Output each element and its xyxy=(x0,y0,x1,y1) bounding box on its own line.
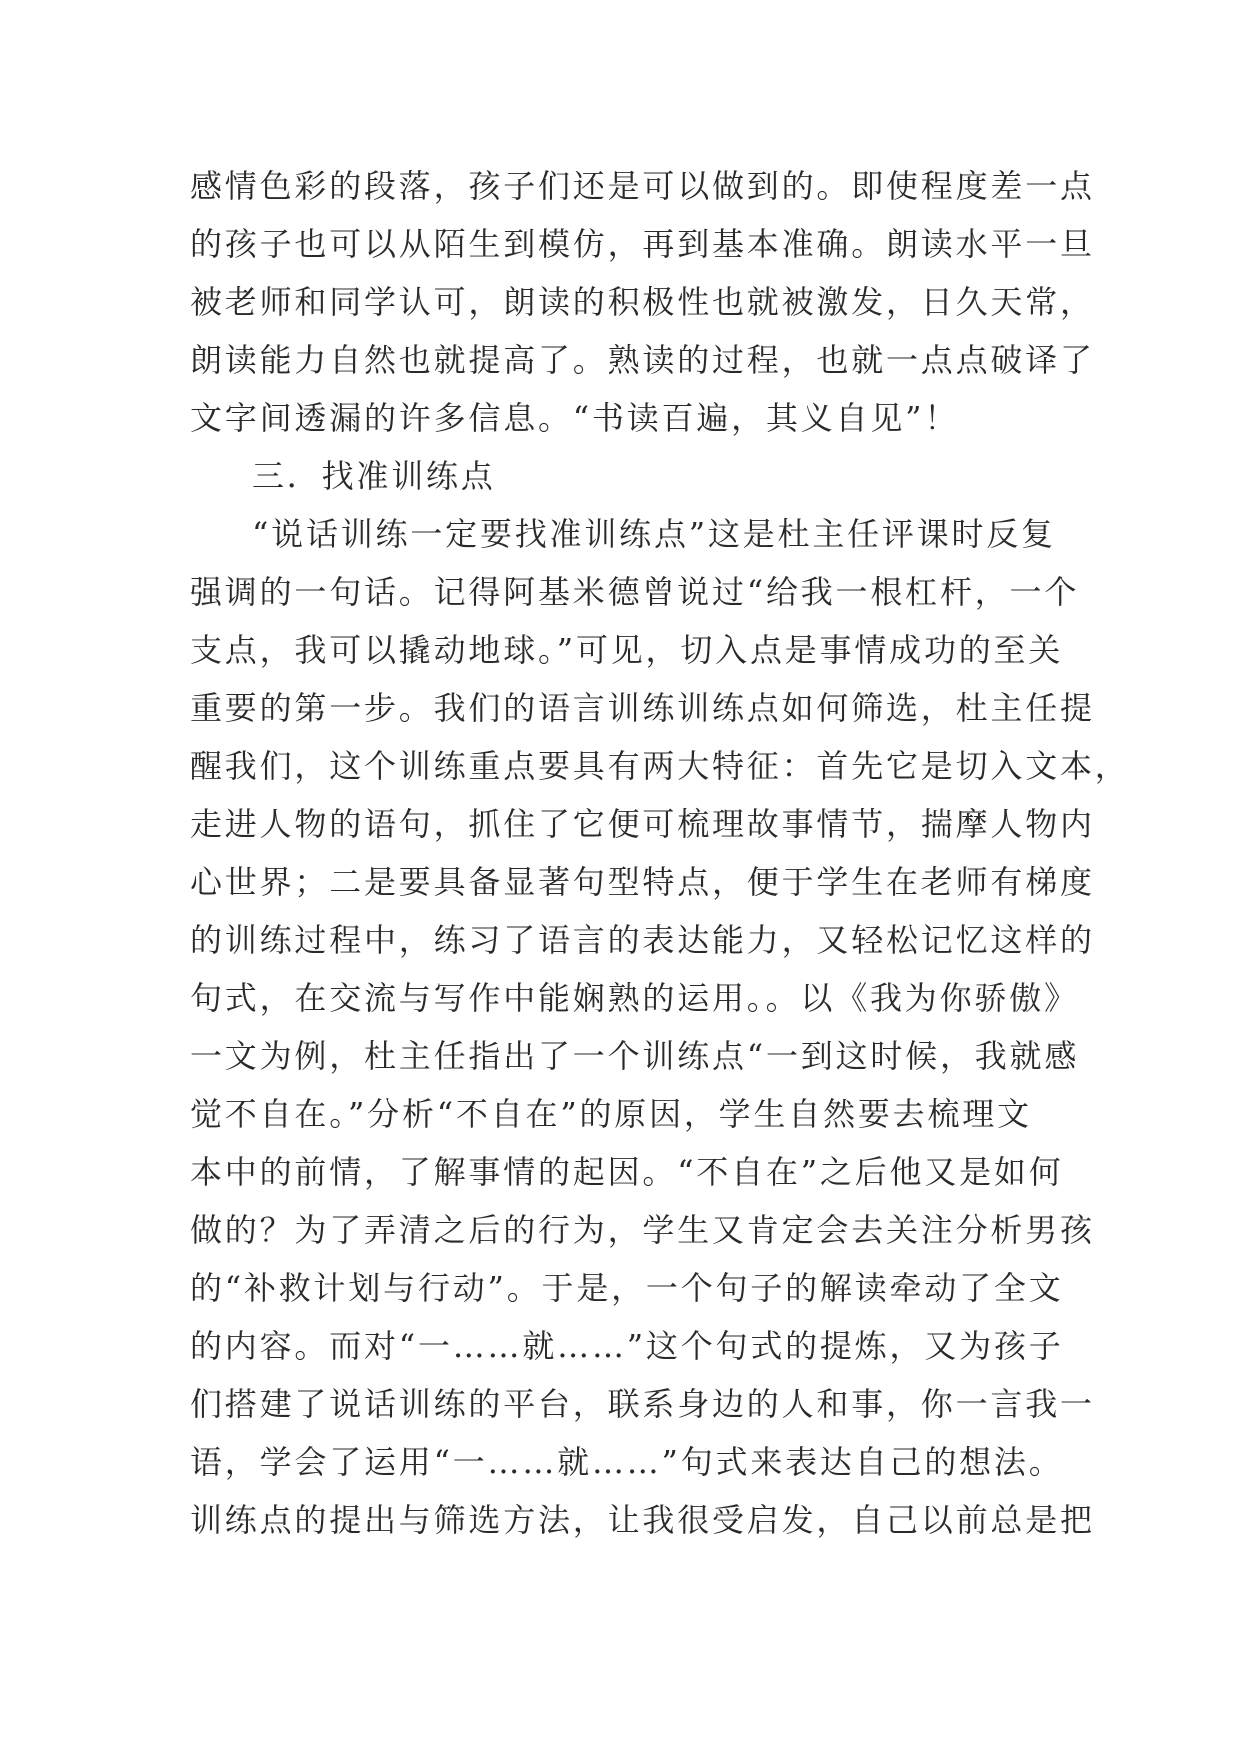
text-line: 训练点的提出与筛选方法，让我很受启发，自己以前总是把 xyxy=(190,1501,1095,1539)
text-line: 走进人物的语句，抓住了它便可梳理故事情节，揣摩人物内 xyxy=(190,805,1095,843)
text-line: 重要的第一步。我们的语言训练训练点如何筛选，杜主任提 xyxy=(190,689,1095,727)
text-line: 强调的一句话。记得阿基米德曾说过“给我一根杠杆，一个 xyxy=(190,573,1080,611)
section-heading: 三．找准训练点 xyxy=(252,457,496,495)
text-line: 文字间透漏的许多信息。“书读百遍，其义自见”！ xyxy=(190,399,960,437)
text-line: 支点，我可以撬动地球。”可见，切入点是事情成功的至关 xyxy=(190,631,1064,669)
paragraph-first-line: “说话训练一定要找准训练点”这是杜主任评课时反复 xyxy=(252,515,1056,553)
text-line: 的训练过程中，练习了语言的表达能力，又轻松记忆这样的 xyxy=(190,921,1095,959)
text-line: 句式，在交流与写作中能娴熟的运用。。以《我为你骄傲》 xyxy=(190,979,1079,1017)
text-line: 一文为例，杜主任指出了一个训练点“一到这时候，我就感 xyxy=(190,1037,1080,1075)
text-line: 的“补救计划与行动”。于是，一个句子的解读牵动了全文 xyxy=(190,1269,1064,1307)
text-line: 语，学会了运用“一……就……”句式来表达自己的想法。 xyxy=(190,1443,1064,1481)
text-line: 感情色彩的段落，孩子们还是可以做到的。即使程度差一点 xyxy=(190,167,1095,205)
body-text xyxy=(190,157,1130,1549)
text-line: 做的？为了弄清之后的行为，学生又肯定会去关注分析男孩 xyxy=(190,1211,1095,1249)
text-line: 觉不自在。”分析“不自在”的原因，学生自然要去梳理文 xyxy=(190,1095,1032,1133)
text-line: 被老师和同学认可，朗读的积极性也就被激发，日久天常， xyxy=(190,283,1095,321)
text-line: 本中的前情，了解事情的起因。“不自在”之后他又是如何 xyxy=(190,1153,1064,1191)
text-line: 心世界；二是要具备显著句型特点，便于学生在老师有梯度 xyxy=(190,863,1095,901)
text-line: 朗读能力自然也就提高了。熟读的过程，也就一点点破译了 xyxy=(190,341,1095,379)
text-line: 们搭建了说话训练的平台，联系身边的人和事，你一言我一 xyxy=(190,1385,1095,1423)
text-line: 的内容。而对“一……就……”这个句式的提炼，又为孩子 xyxy=(190,1327,1064,1365)
text-line: 醒我们，这个训练重点要具有两大特征：首先它是切入文本， xyxy=(190,747,1130,785)
text-line: 的孩子也可以从陌生到模仿，再到基本准确。朗读水平一旦 xyxy=(190,225,1095,263)
